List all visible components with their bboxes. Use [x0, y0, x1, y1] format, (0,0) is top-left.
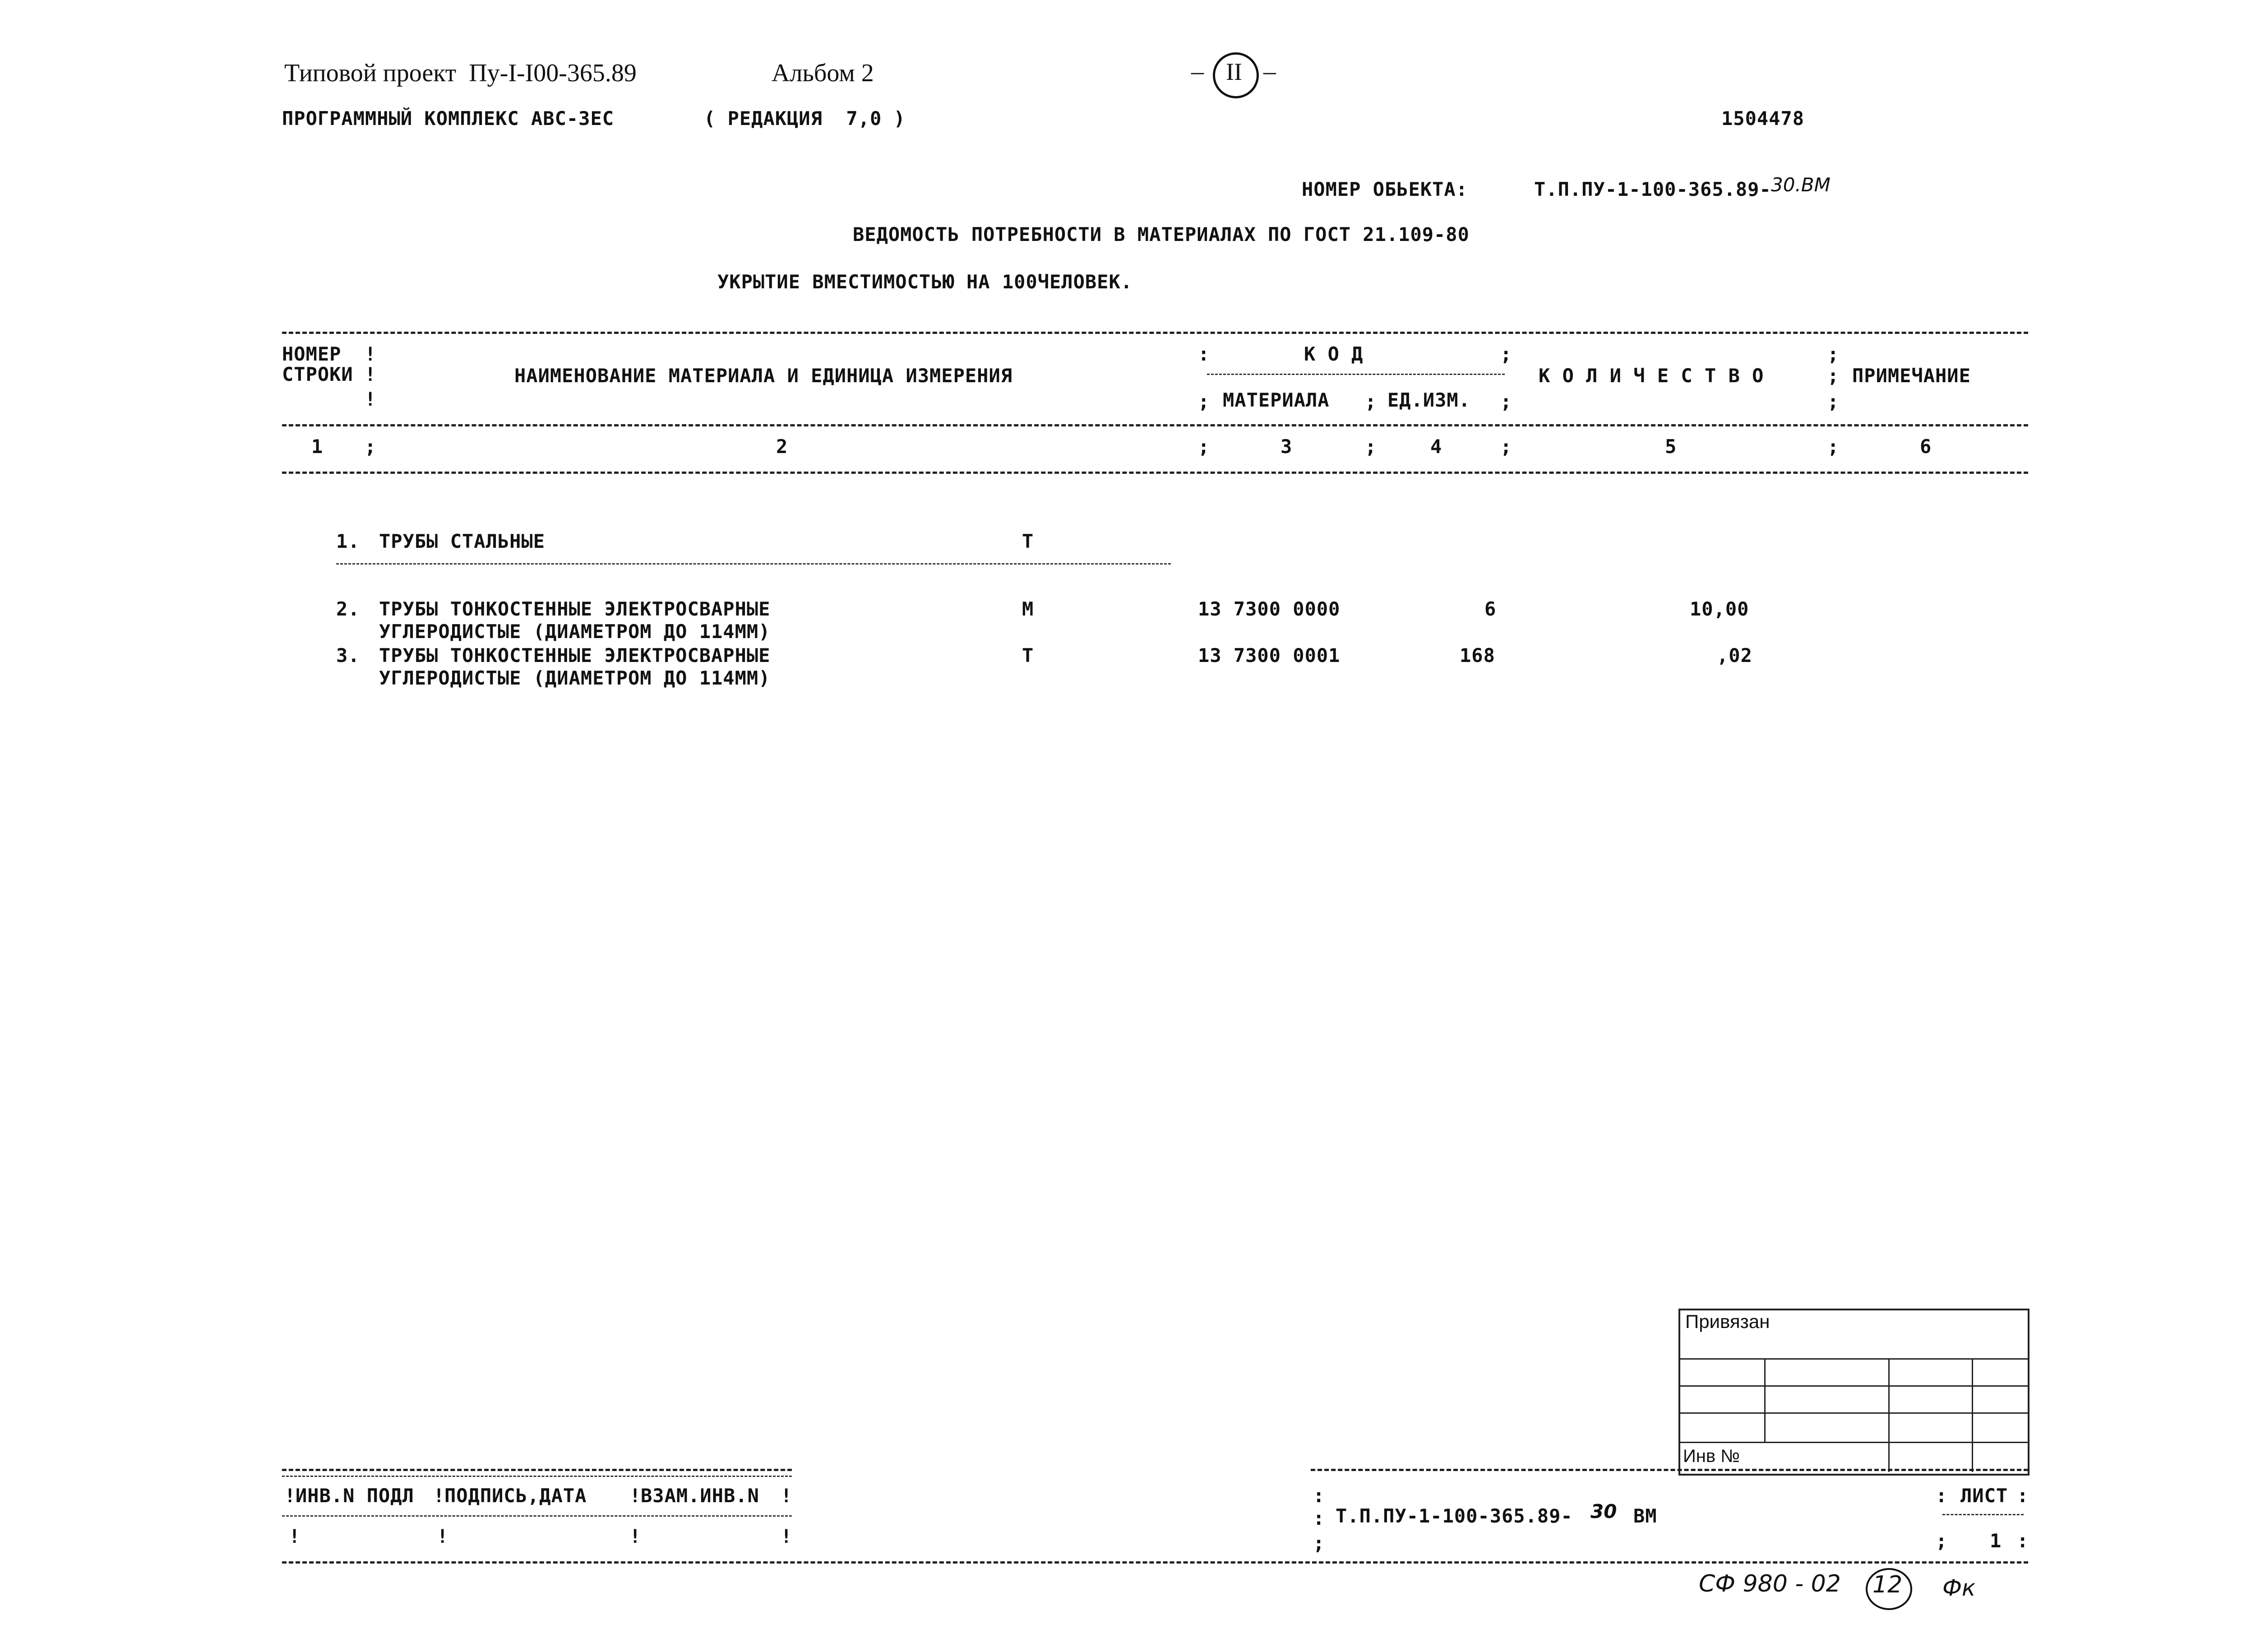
row-material-name: ТРУБЫ СТАЛЬНЫЕ — [379, 530, 546, 552]
header-material-name: НАИМЕНОВАНИЕ МАТЕРИАЛА И ЕДИНИЦА ИЗМЕРЕНИЯ — [514, 365, 1013, 387]
col-number: 6 — [1920, 435, 1932, 458]
footer-sign-date: ПОДПИСЬ,ДАТА — [444, 1485, 587, 1507]
page-number: II — [1226, 58, 1242, 85]
col-separator: ; — [1827, 435, 1839, 458]
row-quantity: ,02 — [1717, 644, 1752, 666]
table-body-rule — [282, 472, 2028, 474]
project-title: Типовой проект Пу-I-I00-365.89 — [284, 59, 637, 87]
footer-left-rule-top — [282, 1469, 792, 1471]
col-separator: ; — [1500, 390, 1512, 412]
col-separator: ; — [1198, 435, 1210, 458]
software-label: ПРОГРАММНЫЙ КОМПЛЕКС АВС-3ЕС — [282, 107, 615, 130]
header-quantity: К О Л И Ч Е С Т В О — [1539, 365, 1764, 387]
inv-number-label: Инв № — [1683, 1446, 1740, 1466]
footer-right-rule-top — [1311, 1469, 2028, 1471]
row-unit-letter: М — [1022, 598, 1034, 620]
header-note: ПРИМЕЧАНИЕ — [1852, 365, 1971, 387]
footer-doc-code: Т.П.ПУ-1-100-365.89- — [1336, 1505, 1573, 1527]
row-number: 2. — [336, 598, 360, 620]
col-separator: : — [1936, 1485, 1947, 1507]
object-number-value: Т.П.ПУ-1-100-365.89- — [1534, 178, 1771, 200]
col-separator: ! — [365, 363, 376, 385]
header-row-no-1: НОМЕР — [282, 343, 342, 365]
footer-doc-code-handwritten: 30 — [1590, 1500, 1617, 1522]
row-material-code: 13 7300 0001 — [1198, 644, 1341, 666]
row-group-underline — [336, 563, 1171, 565]
table-header-rule — [282, 424, 2028, 426]
col-separator: : — [2017, 1530, 2029, 1552]
row-number: 1. — [336, 530, 360, 552]
col-number: 3 — [1281, 435, 1293, 458]
handwritten-signature: Фк — [1942, 1575, 1976, 1601]
col-separator: : — [2017, 1485, 2029, 1507]
col-number: 1 — [311, 435, 324, 458]
footer-bottom-rule — [282, 1561, 2028, 1564]
row-material-name-cont: УГЛЕРОДИСТЫЕ (ДИАМЕТРОМ ДО 114ММ) — [379, 667, 771, 689]
document-number: 1504478 — [1721, 107, 1805, 130]
stamp-col-line — [1888, 1358, 1890, 1472]
stamp-row-line — [1678, 1412, 2028, 1414]
row-material-name: ТРУБЫ ТОНКОСТЕННЫЕ ЭЛЕКТРОСВАРНЫЕ — [379, 598, 771, 620]
page-number-dash-right: – — [1263, 57, 1276, 85]
col-separator: ; — [1827, 365, 1839, 387]
row-material-name: ТРУБЫ ТОНКОСТЕННЫЕ ЭЛЕКТРОСВАРНЫЕ — [379, 644, 771, 666]
row-unit-code: 6 — [1484, 598, 1497, 620]
footer-vzam-inv: ВЗАМ.ИНВ.N — [641, 1485, 759, 1507]
header-code: К О Д — [1304, 343, 1364, 365]
col-separator: ! — [781, 1525, 792, 1547]
object-number-label: НОМЕР ОБЬЕКТА: — [1302, 178, 1468, 200]
row-unit-code: 168 — [1460, 644, 1495, 666]
row-number: 3. — [336, 644, 360, 666]
col-separator: ; — [1500, 343, 1512, 365]
col-number: 5 — [1665, 435, 1677, 458]
col-separator: ! — [629, 1525, 641, 1547]
col-separator: ; — [1936, 1530, 1947, 1552]
sheet-cell-rule — [1942, 1514, 2024, 1515]
edition-label: ( РЕДАКЦИЯ 7,0 ) — [704, 107, 906, 130]
handwritten-format-code: СФ 980 - 02 — [1699, 1570, 1841, 1597]
code-subheader-rule — [1207, 374, 1505, 375]
footer-sheet-value: 1 — [1990, 1530, 2002, 1552]
col-separator: ! — [284, 1485, 296, 1507]
col-separator: : — [1313, 1485, 1325, 1507]
document-subtitle: УКРЫТИЕ ВМЕСТИМОСТЬЮ НА 100ЧЕЛОВЕК. — [717, 271, 1133, 293]
handwritten-circle-number: 12 — [1872, 1571, 1903, 1598]
album-label: Альбом 2 — [772, 59, 874, 87]
col-separator: ; — [1313, 1532, 1325, 1554]
col-separator: ; — [1365, 435, 1377, 458]
col-separator: ; — [1827, 343, 1839, 365]
col-separator: ; — [365, 435, 376, 458]
row-quantity: 10,00 — [1690, 598, 1749, 620]
col-separator: ; — [1365, 390, 1377, 412]
row-unit-letter: Т — [1022, 644, 1034, 666]
object-number-handwritten: 30.ВМ — [1771, 174, 1831, 196]
row-material-name-cont: УГЛЕРОДИСТЫЕ (ДИАМЕТРОМ ДО 114ММ) — [379, 620, 771, 643]
stamp-row-line — [1678, 1442, 2028, 1443]
col-number: 2 — [776, 435, 788, 458]
table-top-rule — [282, 332, 2028, 334]
footer-sheet-label: ЛИСТ — [1960, 1485, 2008, 1507]
col-separator: ; — [1827, 390, 1839, 412]
stamp-col-line — [1764, 1358, 1766, 1442]
footer-inv-podl: ИНВ.N ПОДЛ — [296, 1485, 414, 1507]
header-row-no-2: СТРОКИ — [282, 363, 353, 385]
stamp-col-line — [1972, 1358, 1973, 1472]
col-separator: : — [1313, 1507, 1325, 1529]
row-unit-letter: Т — [1022, 530, 1034, 552]
stamp-row-line — [1678, 1385, 2028, 1387]
row-material-code: 13 7300 0000 — [1198, 598, 1341, 620]
footer-doc-code-suffix: ВМ — [1633, 1505, 1657, 1527]
footer-left-rule-mid — [282, 1515, 792, 1517]
header-material-code: МАТЕРИАЛА — [1223, 389, 1330, 411]
col-separator: ! — [365, 343, 376, 365]
col-number: 4 — [1430, 435, 1442, 458]
stamp-row-line — [1678, 1358, 2028, 1360]
binding-stamp-label: Привязан — [1685, 1311, 1770, 1332]
header-unit-code: ЕД.ИЗМ. — [1387, 389, 1471, 411]
col-separator: ! — [629, 1485, 641, 1507]
footer-left-rule-top-2 — [282, 1476, 792, 1477]
col-separator: ! — [437, 1525, 448, 1547]
col-separator: ! — [433, 1485, 445, 1507]
col-separator: ! — [289, 1525, 300, 1547]
col-separator: ; — [1198, 390, 1210, 412]
col-separator: : — [1198, 343, 1210, 365]
page-number-dash-left: – — [1191, 57, 1204, 85]
document-title: ВЕДОМОСТЬ ПОТРЕБНОСТИ В МАТЕРИАЛАХ ПО ГОСТ 21.109-80 — [853, 223, 1470, 245]
col-separator: ; — [1500, 435, 1512, 458]
col-separator: ! — [781, 1485, 792, 1507]
col-separator: ! — [365, 388, 376, 410]
